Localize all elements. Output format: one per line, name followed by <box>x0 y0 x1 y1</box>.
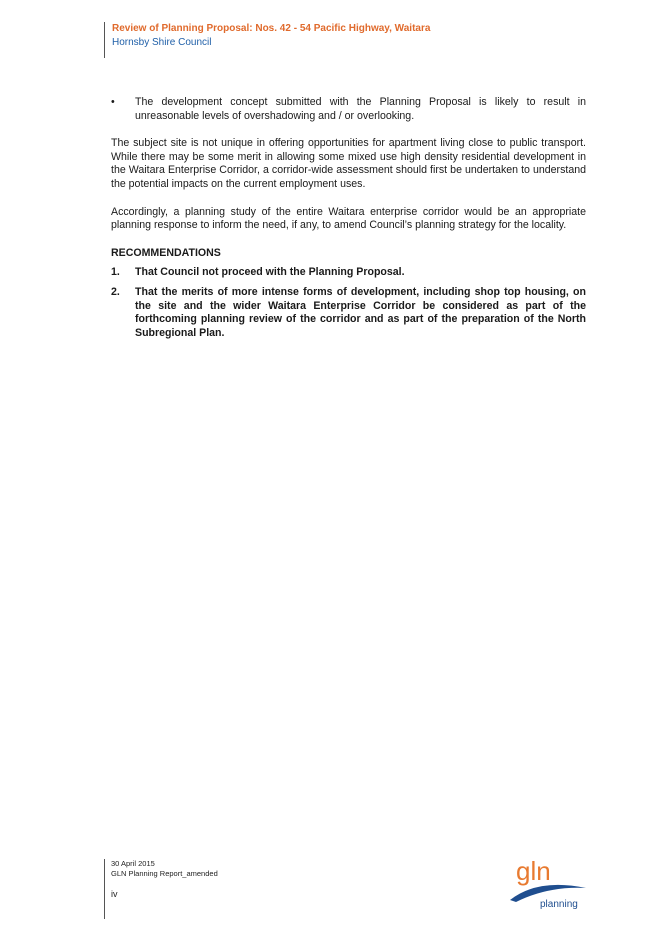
page-footer <box>104 859 218 919</box>
gln-planning-logo <box>508 856 588 910</box>
bullet-text: The development concept submitted with the Planning Proposal is likely to result in unreasonable levels of overshadowing and / or overlooking. <box>135 96 586 122</box>
recommendation-text: That Council not proceed with the Planning Proposal. <box>135 266 405 279</box>
header-title: Review of Planning Proposal: Nos. 42 - 54 Pacific Highway, Waitara <box>112 23 431 34</box>
main-content <box>111 96 586 346</box>
page-header <box>104 22 430 58</box>
bullet-dot-icon: • <box>111 96 115 108</box>
paragraph-site: The subject site is not unique in offering opportunities for apartment living close to public transport. While there may be some merit in allowing some mixed use high density residential development in the Waitara Enterprise Corridor, a corridor-wide assessment should first be undertaken to understand the potential impacts on the current employment uses. <box>111 137 586 190</box>
logo-word-text: planning <box>540 899 578 910</box>
recommendations-heading: RECOMMENDATIONS <box>111 246 221 259</box>
paragraph-planning-study: Accordingly, a planning study of the entire Waitara enterprise corridor would be an appropriate planning response to inform the need, if any, to amend Council’s planning strategy for the locality. <box>111 205 586 232</box>
recommendation-number: 2. <box>111 285 120 298</box>
footer-date: 30 April 2015 <box>111 859 155 868</box>
bullet-item <box>111 96 586 123</box>
page-number: iv <box>111 889 118 899</box>
recommendation-text: That the merits of more intense forms of development, including shop top housing, on the site and the wider Waitara Enterprise Corridor be considered as part of the forthcoming planning review of the corridor and as part of the preparation of the North Subregional Plan. <box>135 285 586 339</box>
recommendation-number: 1. <box>111 266 120 279</box>
header-organisation: Hornsby Shire Council <box>112 37 212 48</box>
logo-mark-text: gln <box>516 856 551 886</box>
recommendation-item <box>111 266 586 280</box>
footer-document-name: GLN Planning Report_amended <box>111 869 218 878</box>
recommendation-item <box>111 286 586 340</box>
